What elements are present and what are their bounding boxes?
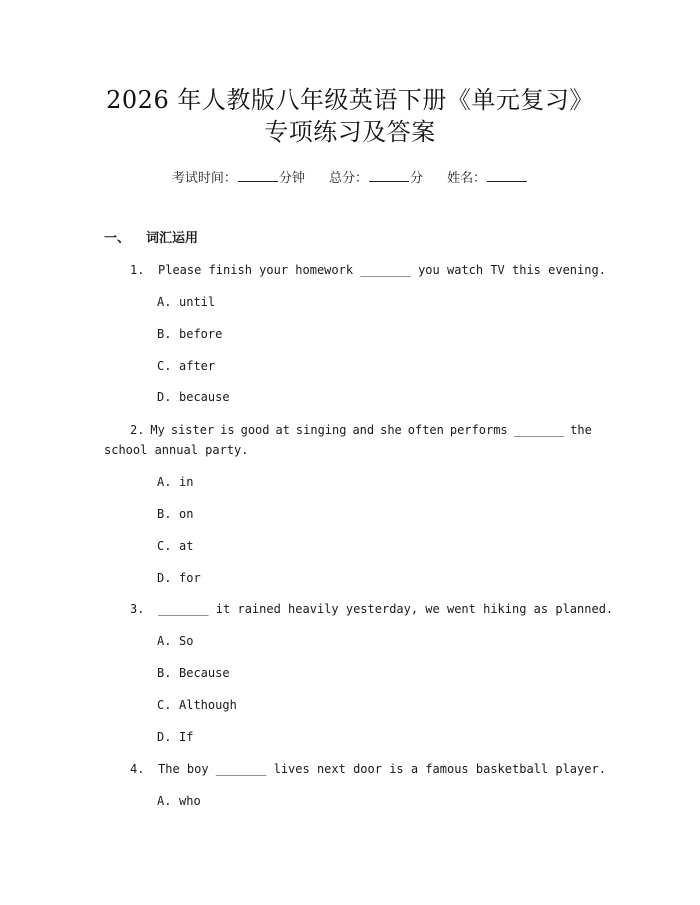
section-heading — [104, 229, 198, 249]
total-score-blank — [369, 168, 409, 182]
option-letter: B. — [157, 666, 172, 680]
option-letter: D. — [157, 730, 172, 744]
question-word: and — [352, 423, 375, 437]
question-text-line-2: school annual party. — [104, 443, 249, 457]
exam-info-row — [0, 168, 700, 189]
option-text: on — [179, 507, 194, 521]
option-1b — [157, 324, 222, 344]
option-text: So — [179, 634, 194, 648]
option-3a — [157, 631, 193, 651]
total-score-field — [329, 168, 423, 189]
question-text: _______ it rained heavily yesterday, we went hiking as planned. — [158, 602, 614, 616]
question-1 — [104, 260, 606, 280]
question-word: _______ — [513, 423, 565, 437]
option-text: after — [179, 359, 216, 373]
question-number: 2. — [130, 423, 145, 437]
option-text: who — [179, 794, 201, 808]
option-letter: D. — [157, 571, 172, 585]
option-text: until — [179, 295, 216, 309]
question-word: good — [240, 423, 270, 437]
option-letter: A. — [157, 475, 172, 489]
option-letter: D. — [157, 390, 172, 404]
option-text: Although — [179, 698, 237, 712]
option-3c — [157, 695, 237, 715]
exam-time-label: 考试时间： — [171, 171, 237, 186]
exam-time-blank — [238, 168, 278, 182]
exam-time-field — [172, 168, 305, 189]
question-number: 1. — [130, 263, 145, 277]
option-letter: C. — [157, 698, 172, 712]
option-letter: C. — [157, 539, 172, 553]
option-text: at — [179, 539, 194, 553]
document-title-line-2: 专项练习及答案 — [264, 118, 436, 146]
question-text: The boy _______ lives next door is a famous basketball player. — [158, 762, 606, 776]
option-letter: B. — [157, 327, 172, 341]
question-text: Please finish your homework _______ you watch TV this evening. — [158, 263, 606, 277]
name-blank — [487, 168, 527, 182]
question-word: sister — [170, 423, 215, 437]
option-letter: C. — [157, 359, 172, 373]
question-word: at — [275, 423, 290, 437]
question-number: 4. — [130, 762, 145, 776]
option-letter: A. — [157, 634, 172, 648]
question-word: My — [150, 423, 165, 437]
question-word: often — [407, 423, 444, 437]
option-text: in — [179, 475, 194, 489]
option-2b — [157, 504, 193, 524]
option-letter: B. — [157, 507, 172, 521]
question-word: the — [570, 423, 592, 437]
option-3b — [157, 663, 230, 683]
question-word: is — [220, 423, 235, 437]
total-score-label: 总分： — [328, 171, 368, 186]
question-word: singing — [295, 423, 347, 437]
option-2c — [157, 536, 193, 556]
question-word: she — [380, 423, 402, 437]
option-text: before — [179, 327, 223, 341]
option-letter: A. — [157, 295, 172, 309]
option-1a — [157, 292, 215, 312]
option-3d — [157, 727, 193, 747]
total-score-unit: 分 — [410, 171, 424, 186]
name-field — [447, 168, 528, 189]
question-text-line-1 — [104, 420, 592, 440]
option-1d — [157, 387, 230, 407]
option-2d — [157, 568, 201, 588]
question-word: performs — [449, 423, 508, 437]
option-text: for — [179, 571, 201, 585]
question-number: 3. — [130, 602, 145, 616]
section-number: 一、 — [104, 231, 131, 246]
option-text: If — [179, 730, 194, 744]
question-2 — [104, 420, 592, 460]
section-title: 词汇运用 — [146, 231, 199, 246]
option-text: Because — [179, 666, 230, 680]
option-text: because — [179, 390, 230, 404]
option-1c — [157, 356, 215, 376]
option-4a — [157, 791, 201, 811]
name-label: 姓名： — [447, 171, 487, 186]
question-3 — [104, 599, 614, 619]
question-4 — [104, 759, 606, 779]
option-letter: A. — [157, 794, 172, 808]
option-2a — [157, 472, 193, 492]
exam-time-unit: 分钟 — [278, 171, 305, 186]
document-title-line-1: 2026 年人教版八年级英语下册《单元复习》 — [106, 86, 594, 114]
